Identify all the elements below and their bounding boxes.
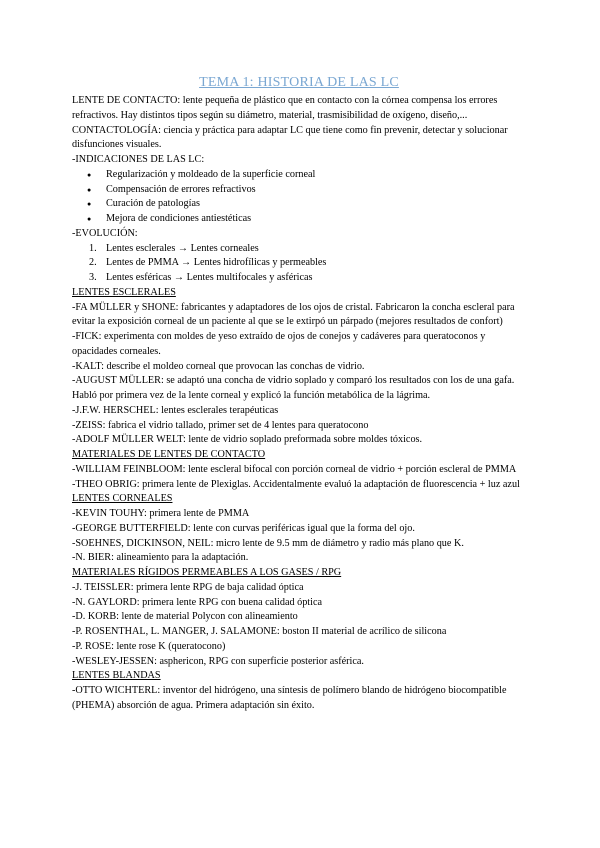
section-heading: MATERIALES RÍGIDOS PERMEABLES A LOS GASES / RPG <box>72 567 342 578</box>
history-entry <box>72 640 526 655</box>
history-entry <box>72 360 526 375</box>
entry-term: -KEVIN TOUHY <box>72 508 144 519</box>
entry-text: : lente de vidrio soplado preformada sobre moldes tóxicos. <box>182 434 423 446</box>
history-entry <box>72 330 526 360</box>
entry-term: -J.F.W. HERSCHEL <box>72 404 156 416</box>
entry-term: CONTACTOLOGÍA <box>72 124 159 136</box>
section-heading: LENTES CORNEALES <box>72 493 173 505</box>
item-text: Lentes de PMMA → Lentes hidrofílicas y permeables <box>106 257 327 269</box>
history-entry <box>72 404 526 419</box>
entry-text: : boston II material de acrílico de silicona <box>276 626 447 637</box>
document-title: TEMA 1: HISTORIA DE LAS LC <box>199 75 399 90</box>
entry-text: : asphericon, RPG con superficie posterior asférica. <box>154 655 364 667</box>
bullet-item: ● Curación de patologías <box>94 197 526 212</box>
entry-term: -AUGUST MÜLLER <box>72 375 161 387</box>
history-entry <box>72 419 526 434</box>
numbered-item <box>89 271 526 286</box>
history-entry <box>72 433 526 448</box>
entry-text: : experimenta con moldes de yeso extraído de ojos de conejos y cadáveres para queratoconos y opacidades corneales. <box>72 331 486 357</box>
section-heading: MATERIALES DE LENTES DE CONTACTO <box>72 449 266 460</box>
history-entry <box>72 581 526 596</box>
history-entry <box>72 537 526 552</box>
item-number: 3. <box>89 272 97 283</box>
entry-text: : micro lente de 9.5 mm de diámetro y radio más plano que K. <box>210 537 464 549</box>
entry-text: : describe el moldeo corneal que provocan las conchas de vidrio. <box>101 360 365 372</box>
history-entry <box>72 301 526 331</box>
section-heading: LENTES BLANDAS <box>72 670 161 682</box>
entry-text: : lente rose K (queratocono) <box>111 640 226 652</box>
bullet-item: ● Compensación de errores refractivos <box>94 183 526 198</box>
history-entry <box>72 655 526 670</box>
entry-text: : primera lente de PMMA <box>143 508 250 519</box>
item-number: 2. <box>89 257 97 269</box>
bullet-item: ● Regularización y moldeado de la superficie corneal <box>94 168 526 183</box>
history-entry <box>72 551 526 566</box>
history-entry <box>72 507 526 522</box>
entry-term: -J. TEISSLER <box>72 581 131 593</box>
entry-term: -SOEHNES, DICKINSON, NEIL <box>72 537 211 549</box>
entry-term: -P. ROSENTHAL, L. MANGER, J. SALAMONE <box>72 626 277 637</box>
bullet-item: ● Mejora de condiciones antiestéticas <box>94 212 526 227</box>
entry-text: : primera lente RPG con buena calidad óptica <box>136 596 323 608</box>
definition-paragraph <box>72 124 526 154</box>
entry-term: -KALT <box>72 360 102 372</box>
indicaciones-list <box>72 168 526 227</box>
entry-text: : primera lente de Plexiglas. Accidentalmente evaluó la adaptación de fluorescencia + luz azul <box>136 478 520 490</box>
entry-text: : fabrica el vidrio tallado, primer set de 4 lentes para queratocono <box>102 419 369 431</box>
history-entry <box>72 374 526 404</box>
history-entry <box>72 684 526 714</box>
entry-text: : fabricantes y adaptadores de los ojos de cristal. Fabricaron la concha escleral para evitar la exposición corneal de un paciente al que se le extirpó un párpado (mejores resultados de confort) <box>72 301 515 328</box>
entry-term: -P. ROSE <box>72 640 112 652</box>
indicaciones-heading: -INDICACIONES DE LAS LC: <box>72 154 205 165</box>
entry-text: : lentes esclerales terapéuticas <box>155 404 279 416</box>
history-entry <box>72 610 526 625</box>
evolucion-heading: -EVOLUCIÓN: <box>72 227 138 239</box>
entry-text: : lente con curvas periféricas igual que la forma del ojo. <box>187 522 415 534</box>
entry-text: : lente escleral bifocal con porción corneal de vidrio + porción escleral de PMMA <box>182 463 517 475</box>
item-number: 1. <box>89 242 97 254</box>
entry-term: -OTTO WICHTERL <box>72 685 158 696</box>
entry-term: -FICK <box>72 331 99 342</box>
entry-text: : ciencia y práctica para adaptar LC que tiene como fin prevenir, detectar y solucionar disfunciones visuales. <box>72 124 508 151</box>
numbered-item <box>89 256 526 271</box>
entry-term: -ZEISS <box>72 419 103 431</box>
definition-paragraph <box>72 94 526 124</box>
entry-term: -N. BIER <box>72 552 112 564</box>
entry-term: -D. KORB <box>72 611 117 623</box>
history-entry <box>72 522 526 537</box>
entry-text: : inventor del hidrógeno, una síntesis de polímero blando de hidrógeno biocompatible (PHEMA) absorción de agua. Primera adaptación sin éxito. <box>72 685 507 711</box>
entry-term: -WILLIAM FEINBLOOM <box>72 463 183 475</box>
entry-term: -ADOLF MÜLLER WELT <box>72 434 183 446</box>
section-heading: LENTES ESCLERALES <box>72 286 176 298</box>
history-entry <box>72 625 526 640</box>
entry-term: -N. GAYLORD <box>72 596 137 608</box>
document-body <box>72 94 526 714</box>
entry-text: : alineamiento para la adaptación. <box>111 552 249 564</box>
evolucion-list <box>72 242 526 286</box>
entry-term: -GEORGE BUTTERFIELD <box>72 522 188 534</box>
history-entry <box>72 596 526 611</box>
item-text: Lentes esféricas → Lentes multifocales y asféricas <box>106 272 313 283</box>
entry-text: : lente de material Polycon con alineamiento <box>116 611 298 623</box>
entry-term: -THEO OBRIG <box>72 478 137 490</box>
entry-text: : lente pequeña de plástico que en contacto con la córnea compensa los errores refractivos. Hay distintos tipos según su diámetro, material, trasmisibilidad de oxígeno, diseño,... <box>72 95 498 121</box>
history-entry <box>72 463 526 478</box>
entry-term: LENTE DE CONTACTO <box>72 95 178 106</box>
numbered-item <box>89 242 526 257</box>
history-entry <box>72 478 526 493</box>
item-text: Lentes esclerales → Lentes corneales <box>106 242 259 254</box>
entry-text: : primera lente RPG de baja calidad óptica <box>130 581 304 593</box>
entry-term: -FA MÜLLER y SHONE <box>72 301 176 313</box>
entry-term: -WESLEY-JESSEN <box>72 655 155 667</box>
entry-text: : se adaptó una concha de vidrio soplado y comparó los resultados con los de una gafa. Habló por primera vez de la lente corneal y explicó la función metabólica de la lágrima. <box>72 375 515 401</box>
